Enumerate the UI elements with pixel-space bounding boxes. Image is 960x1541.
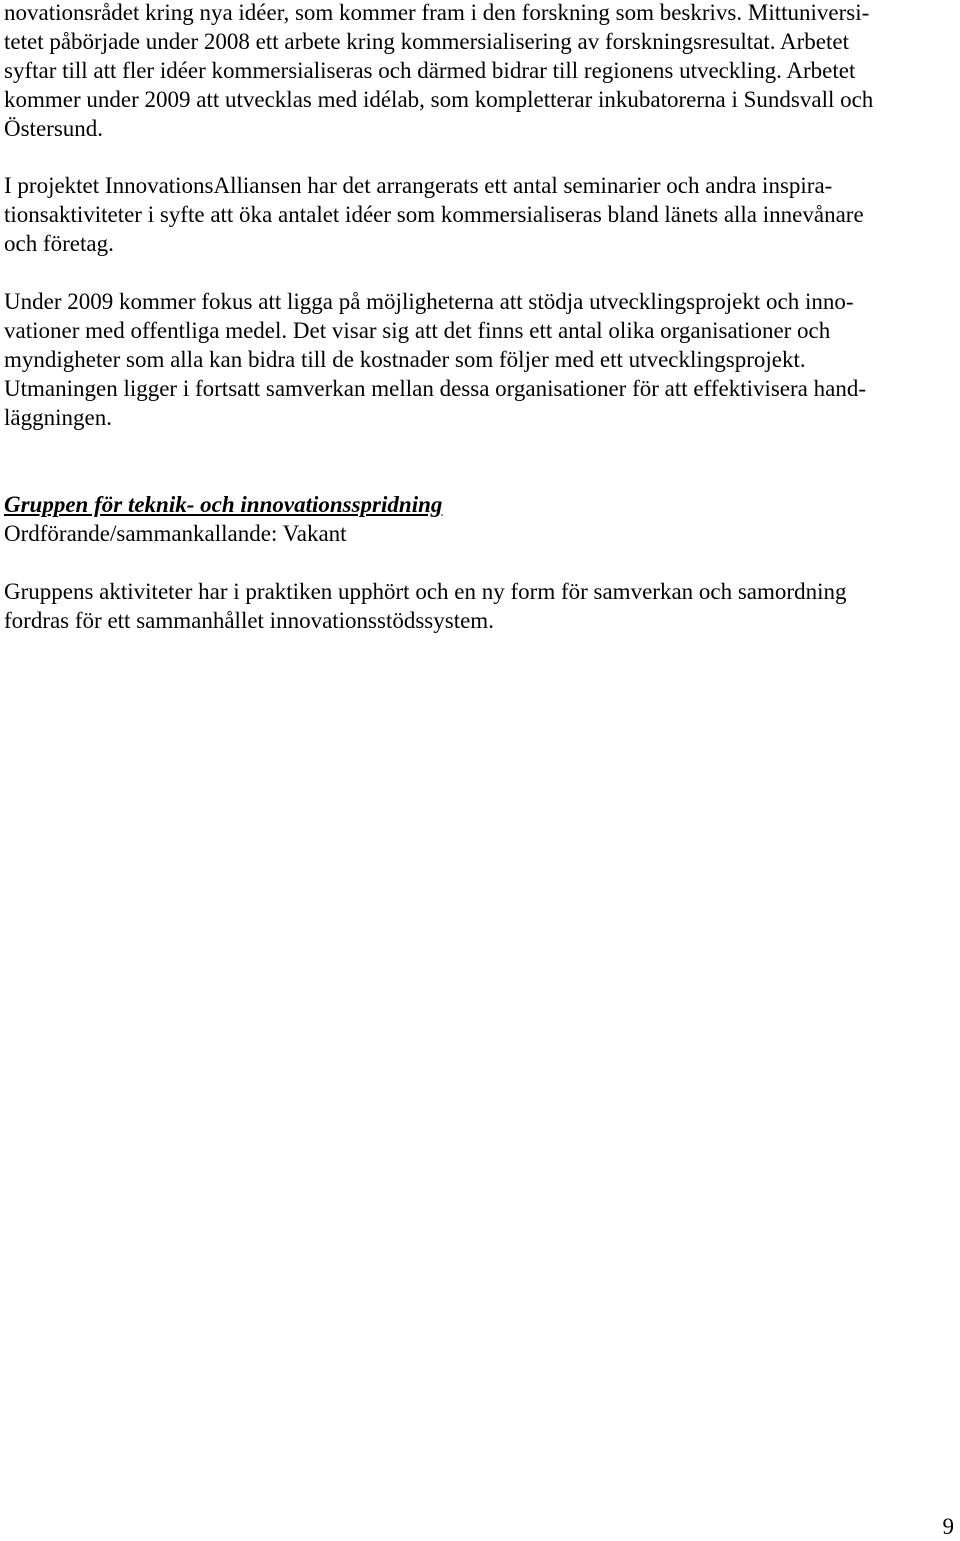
text-line: myndigheter som alla kan bidra till de kostnader som följer med ett utvecklingsprojekt. (4, 347, 806, 372)
text-line: tionsaktiviteter i syfte att öka antalet idéer som kommersialiseras bland länets alla innevånare (4, 202, 864, 227)
text-line: syftar till att fler idéer kommersialiseras och därmed bidrar till regionens utveckling. Arbetet (4, 58, 856, 83)
section-heading: Gruppen för teknik- och innovationsspridning (4, 492, 443, 517)
text-line: Gruppens aktiviteter har i praktiken upphört och en ny form för samverkan och samordning (4, 579, 847, 604)
text-line: tetet påbörjade under 2008 ett arbete kring kommersialisering av forskningsresultat. Arbetet (4, 29, 849, 54)
page-number: 9 (942, 1514, 954, 1539)
text-line: Under 2009 kommer fokus att ligga på möjligheterna att stödja utvecklingsprojekt och inno- (4, 289, 854, 314)
chair-line: Ordförande/sammankallande: Vakant (4, 521, 347, 546)
text-line: och företag. (4, 231, 114, 256)
text-line: kommer under 2009 att utvecklas med idélab, som kompletterar inkubatorerna i Sundsvall och (4, 87, 874, 112)
text-line: Östersund. (4, 116, 104, 141)
text-line: fordras för ett sammanhållet innovationsstödssystem. (4, 608, 494, 633)
text-line: läggningen. (4, 405, 112, 430)
text-line: Utmaningen ligger i fortsatt samverkan mellan dessa organisationer för att effektivisera hand- (4, 376, 867, 401)
text-line: I projektet InnovationsAlliansen har det arrangerats ett antal seminarier och andra inspira- (4, 173, 833, 198)
text-line: novationsrådet kring nya idéer, som kommer fram i den forskning som beskrivs. Mittuniversi- (4, 0, 870, 25)
text-line: vationer med offentliga medel. Det visar sig att det finns ett antal olika organisationer och (4, 318, 831, 343)
